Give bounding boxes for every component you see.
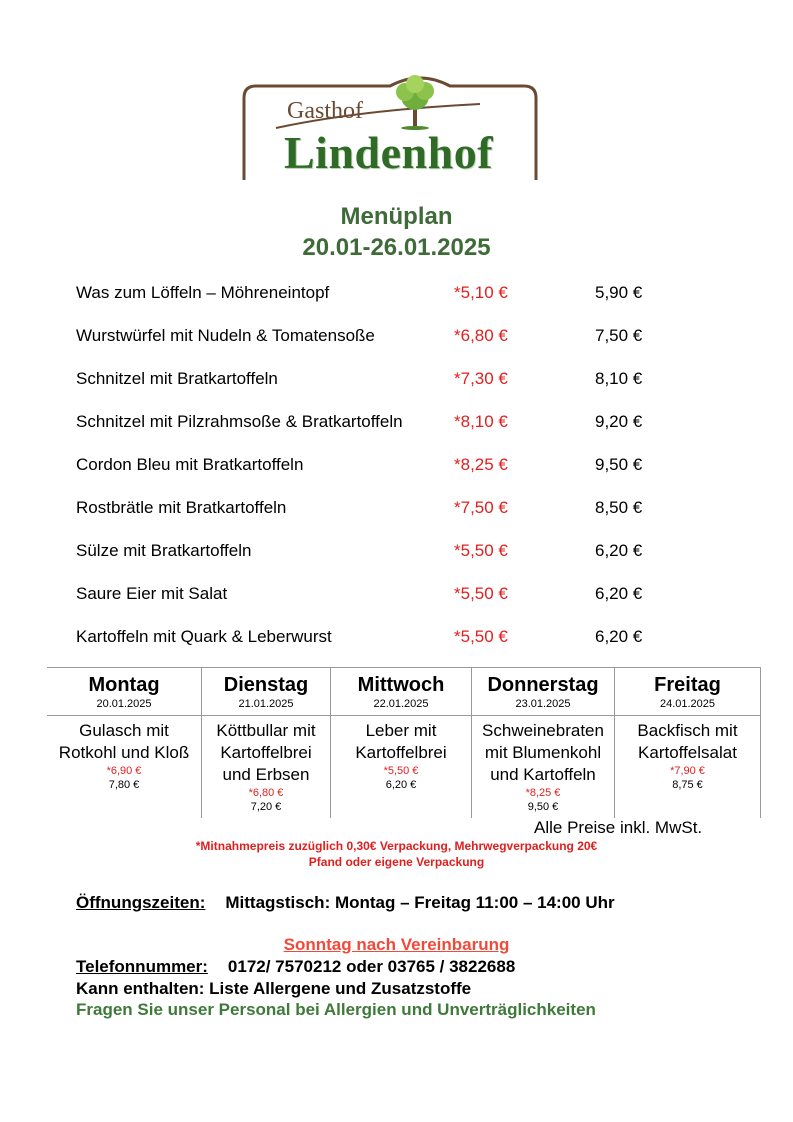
day-price: 8,75 € <box>672 779 703 791</box>
menu-item-name: Wurstwürfel mit Nudeln & Tomatensoße <box>76 326 375 345</box>
dish-line: Köttbullar mit <box>216 721 316 740</box>
menu-item-name: Sülze mit Bratkartoffeln <box>76 541 252 560</box>
day-header <box>472 668 614 716</box>
menu-item-name: Saure Eier mit Salat <box>76 584 228 603</box>
day-header <box>47 668 201 716</box>
dish-line: Schweinebraten <box>482 721 604 740</box>
day-dish <box>331 716 471 764</box>
day-date: 22.01.2025 <box>373 698 429 710</box>
day-price: 9,50 € <box>527 801 559 813</box>
dish-line: Gulasch mit <box>79 721 169 740</box>
menu-item-price: 6,20 € <box>595 541 643 560</box>
day-dish <box>472 716 614 786</box>
menu-item-takeaway-price: *8,10 € <box>454 412 508 431</box>
day-column-mittwoch <box>330 668 471 818</box>
phone-label: Telefonnummer: <box>76 957 208 976</box>
menu-item <box>76 626 676 669</box>
menu-item-takeaway-price: *6,80 € <box>454 326 508 345</box>
menu-item <box>76 497 676 540</box>
day-column-freitag <box>614 668 761 818</box>
menu-item-name: Schnitzel mit Pilzrahmsoße & Bratkartoffeln <box>76 412 403 431</box>
day-date: 20.01.2025 <box>96 698 152 710</box>
menu-item-price: 7,50 € <box>595 326 643 345</box>
day-dish <box>615 716 760 764</box>
day-name: Montag <box>88 674 160 696</box>
day-dish <box>47 716 201 764</box>
day-price: 7,20 € <box>250 801 282 813</box>
day-takeaway-price: *6,80 € <box>248 787 284 799</box>
menu-item <box>76 411 676 454</box>
menu-item-price: 5,90 € <box>595 283 643 302</box>
menu-item-takeaway-price: *5,50 € <box>454 627 508 646</box>
dish-line: Backfisch mit <box>637 721 738 740</box>
day-name: Freitag <box>654 674 721 696</box>
dish-line: Leber mit <box>365 721 437 740</box>
day-price: 7,80 € <box>108 779 140 791</box>
page-title: Menüplan <box>340 203 453 230</box>
dish-line: und Kartoffeln <box>490 765 596 784</box>
menu-item-price: 6,20 € <box>595 584 643 603</box>
day-date: 24.01.2025 <box>659 698 716 710</box>
vat-note: Alle Preise inkl. MwSt. <box>534 818 703 837</box>
menu-item <box>76 540 676 583</box>
restaurant-logo <box>240 70 540 190</box>
day-header <box>615 668 760 716</box>
menu-item-name: Schnitzel mit Bratkartoffeln <box>76 369 278 388</box>
sunday-note: Sonntag nach Vereinbarung <box>283 935 510 954</box>
logo-text-lindenhof: Lindenhof <box>284 127 494 178</box>
day-dish <box>202 716 330 786</box>
day-date: 23.01.2025 <box>515 698 571 710</box>
menu-item-price: 8,50 € <box>595 498 643 517</box>
menu-item-name: Rostbrätle mit Bratkartoffeln <box>76 498 287 517</box>
menu-item-name: Was zum Löffeln – Möhreneintopf <box>76 283 330 302</box>
day-name: Donnerstag <box>487 674 599 696</box>
daily-specials-table <box>47 667 761 817</box>
day-takeaway-price: *8,25 € <box>525 787 561 799</box>
menu-item <box>76 583 676 626</box>
menu-item <box>76 454 676 497</box>
logo-text-gasthof: Gasthof <box>287 98 363 124</box>
opening-hours-value: Mittagstisch: Montag – Freitag 11:00 – 14:00 Uhr <box>225 893 615 912</box>
dish-line: und Erbsen <box>222 765 310 784</box>
day-takeaway-price: *5,50 € <box>383 765 419 777</box>
takeaway-note: *Mitnahmepreis zuzüglich 0,30€ Verpackung, Mehrwegverpackung 20€ <box>195 839 598 853</box>
opening-hours <box>76 893 615 913</box>
menu-item-takeaway-price: *7,30 € <box>454 369 508 388</box>
menu-item <box>76 325 676 368</box>
day-takeaway-price: *7,90 € <box>670 765 705 777</box>
menu-item-takeaway-price: *5,50 € <box>454 541 508 560</box>
menu-item <box>76 282 676 325</box>
day-column-montag <box>47 668 201 818</box>
menu-item-takeaway-price: *5,10 € <box>454 283 508 302</box>
day-header <box>331 668 471 716</box>
date-range: 20.01-26.01.2025 <box>302 234 491 261</box>
dish-line: Kartoffelsalat <box>638 743 737 762</box>
day-header <box>202 668 330 716</box>
linden-tree-icon <box>396 75 434 130</box>
menu-item-takeaway-price: *7,50 € <box>454 498 508 517</box>
day-column-dienstag <box>201 668 330 818</box>
menu-item-name: Kartoffeln mit Quark & Leberwurst <box>76 627 332 646</box>
menu-item-name: Cordon Bleu mit Bratkartoffeln <box>76 455 304 474</box>
day-takeaway-price: *6,90 € <box>106 765 142 777</box>
weekly-menu-list <box>76 282 676 669</box>
menu-item-price: 8,10 € <box>595 369 643 388</box>
dish-line: mit Blumenkohl <box>484 743 602 762</box>
day-name: Dienstag <box>223 674 309 696</box>
takeaway-note-deposit: Pfand oder eigene Verpackung <box>308 855 485 869</box>
menu-item-price: 9,20 € <box>595 412 643 431</box>
opening-hours-label: Öffnungszeiten: <box>76 893 206 912</box>
dish-line: Rotkohl und Kloß <box>58 743 190 762</box>
day-price: 6,20 € <box>385 779 417 791</box>
phone-number <box>76 957 515 977</box>
menu-item-takeaway-price: *5,50 € <box>454 584 508 603</box>
phone-value: 0172/ 7570212 oder 03765 / 3822688 <box>227 957 516 976</box>
dish-line: Kartoffelbrei <box>220 743 312 762</box>
ask-staff-note: Fragen Sie unser Personal bei Allergien und Unverträglichkeiten <box>76 1000 596 1019</box>
day-date: 21.01.2025 <box>238 698 294 710</box>
allergen-note: Kann enthalten: Liste Allergene und Zusatzstoffe <box>76 979 472 998</box>
menu-item <box>76 368 676 411</box>
dish-line: Kartoffelbrei <box>355 743 447 762</box>
menu-item-price: 6,20 € <box>595 627 643 646</box>
menu-item-price: 9,50 € <box>595 455 643 474</box>
day-column-donnerstag <box>471 668 614 818</box>
menu-item-takeaway-price: *8,25 € <box>454 455 508 474</box>
day-name: Mittwoch <box>357 674 445 696</box>
